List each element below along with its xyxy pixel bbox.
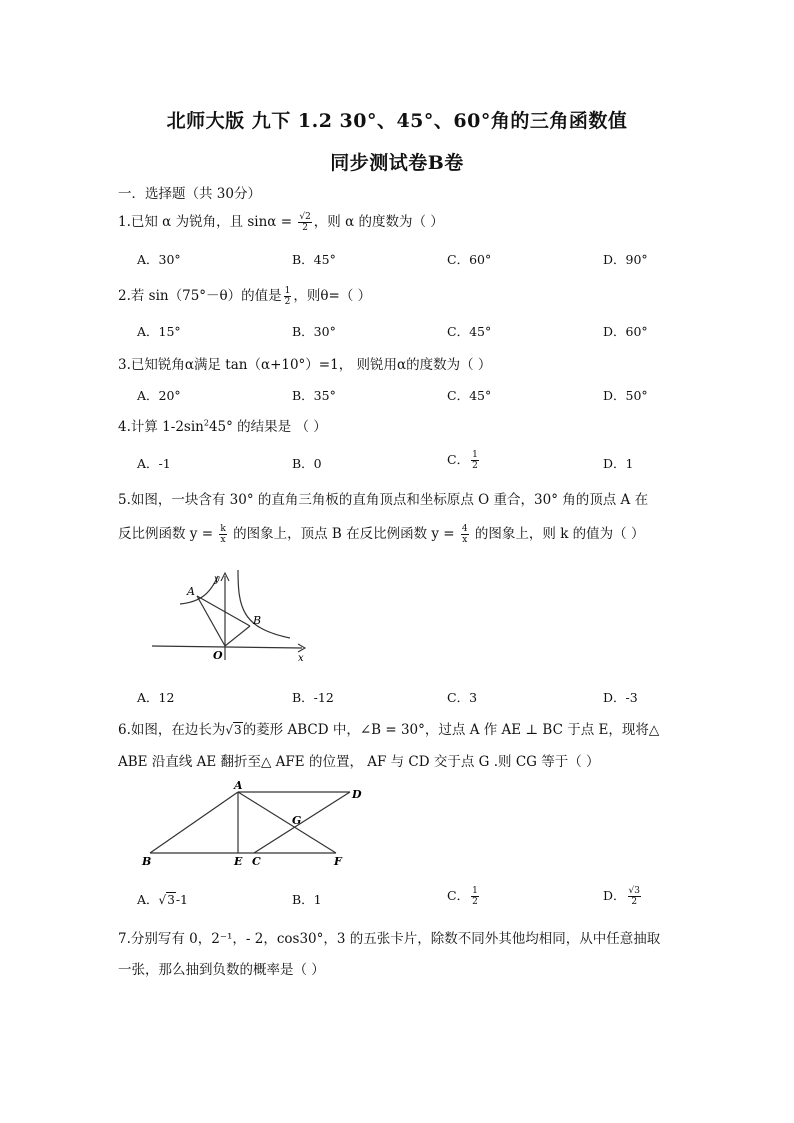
q2-option-b: B．30° [292, 324, 336, 339]
q6-figure-rhombus [138, 780, 368, 868]
side-cd [254, 792, 350, 853]
q6-option-a: A．√3-1 [137, 892, 189, 907]
question-1: 1.已知 α 为锐角，且 sinα = $\frac{√2}{2}$ ，则 α 的度数为（ ） [118, 212, 444, 233]
q3-option-d: D．50° [603, 388, 648, 403]
question-4: 4.计算 $1-2\sin^245^\circ$ 的结果是 （ ） [118, 418, 327, 435]
q4-option-b: B．0 [292, 456, 322, 471]
q1-option-a: A．30° [137, 252, 181, 267]
q5-option-d: D．-3 [603, 690, 638, 705]
q3-option-b: B．35° [292, 388, 336, 403]
q2-option-d: D．60° [603, 324, 648, 339]
document-title: 北师大版 九下 1.2 30°、45°、60°角的三角函数值 [166, 110, 628, 132]
x-axis [152, 646, 302, 648]
side-ab [150, 792, 238, 853]
q6-option-d: D． $\frac{√3}{2}$ [603, 886, 640, 907]
q3-option-c: C．45° [447, 388, 492, 403]
label-a: A [234, 780, 243, 792]
segment-af [238, 792, 336, 853]
label-d: D [352, 788, 362, 801]
question-5-line-2: 反比例函数 y = $\frac{k}{x}$ 的图象上，顶点 B 在反比例函数 y = $\frac{4}{x}$ 的图象上，则 k 的值为（ ） [118, 524, 645, 545]
question-3: 3.已知锐角α满足 tan（α+10°）=1， 则锐用α的度数为（ ） [118, 357, 492, 373]
q5-option-b: B．-12 [292, 690, 334, 705]
label-x: x [298, 653, 304, 663]
label-g: G [292, 814, 302, 827]
label-f: F [334, 855, 342, 868]
section-heading: 一．选择题（共 30分） [118, 186, 261, 202]
q3-option-a: A．20° [137, 388, 181, 403]
q2-option-c: C．45° [447, 324, 492, 339]
q5-figure-hyperbola [150, 568, 310, 663]
q5-option-a: A．12 [137, 690, 175, 705]
curve-right-branch [238, 570, 290, 638]
label-o: O [213, 649, 223, 662]
q2-option-a: A．15° [137, 324, 181, 339]
question-6-line-2: ABE 沿直线 AE 翻折至△ AFE 的位置， AF 与 CD 交于点 G .则 CG 等于（ ） [118, 754, 600, 770]
q1-option-c: C．60° [447, 252, 492, 267]
q6-option-b: B．1 [292, 892, 322, 907]
question-7-line-2: 一张，那么抽到负数的概率是（ ） [118, 962, 325, 978]
fraction: $\frac{√2}{2}$ [299, 212, 311, 233]
q4-option-a: A．-1 [137, 456, 171, 471]
fraction: $\frac{1}{2}$ [284, 286, 291, 307]
label-y: y [214, 574, 220, 585]
q4-option-c: C． $\frac{1}{2}$ [447, 450, 478, 471]
document-subtitle: 同步测试卷B卷 [330, 152, 464, 174]
question-6-line-1: 6.如图，在边长为√3的菱形 ABCD 中，∠B = 30°，过点 A 作 AE ⊥ BC 于点 E，现将△ [118, 722, 660, 738]
label-b: B [142, 855, 152, 868]
label-e: E [234, 855, 243, 868]
question-2: 2.若 sin（75°－θ）的值是 $\frac{1}{2}$ ，则θ=（ ） [118, 286, 372, 307]
label-b: B [253, 614, 262, 627]
q6-option-c: C． $\frac{1}{2}$ [447, 886, 478, 907]
question-7-line-1: 7.分别写有 0，2⁻¹，- 2，cos30°，3 的五张卡片，除数不同外其他均相同，从中任意抽取 [118, 931, 661, 947]
question-5-line-1: 5.如图，一块含有 30° 的直角三角板的直角顶点和坐标原点 O 重合，30° 角的顶点 A 在 [118, 492, 649, 508]
q4-option-d: D．1 [603, 456, 634, 471]
segment-ob [225, 626, 250, 646]
q5-option-c: C．3 [447, 690, 478, 705]
label-c: C [252, 855, 261, 868]
q1-option-b: B．45° [292, 252, 336, 267]
q1-option-d: D．90° [603, 252, 648, 267]
label-a: A [187, 585, 195, 598]
